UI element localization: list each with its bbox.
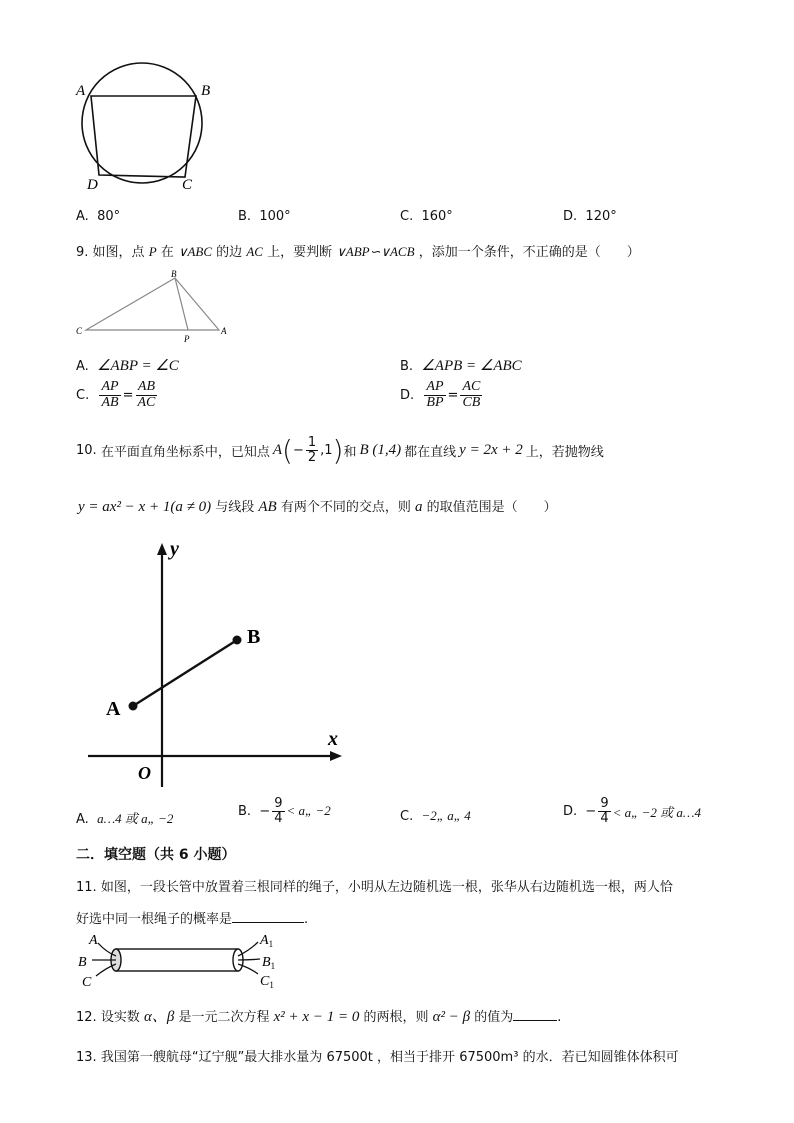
label-b: B: [171, 269, 177, 279]
option-expr: −2„ a„ 4: [421, 808, 471, 823]
option-expr: ∠APB = ∠ABC: [421, 358, 522, 374]
q10-text: 的取值范围是（ ）: [426, 500, 557, 515]
numerator: 1: [307, 435, 317, 451]
fraction: [598, 797, 610, 825]
equals: =: [122, 387, 134, 403]
option-letter: A.: [76, 359, 89, 374]
denominator: AB: [101, 394, 119, 410]
q13-value: 67500m³: [459, 1050, 519, 1065]
label-p: P: [184, 334, 190, 344]
fraction: [99, 380, 120, 410]
q11-line1: [76, 876, 673, 895]
q12-expression: α² − β: [432, 1009, 471, 1025]
q10-var-a: a: [414, 499, 423, 515]
q13-line: [76, 1046, 679, 1065]
minus-sign: −: [585, 803, 597, 819]
q10-option-c[interactable]: [400, 808, 471, 824]
q12-text: 设实数: [100, 1010, 140, 1025]
label-b: B: [247, 626, 261, 648]
q10-text: 都在直线: [404, 445, 457, 460]
q12-text: 的值为: [474, 1010, 514, 1025]
q13-number: 13.: [76, 1050, 97, 1065]
q9-triangle: ∨ABC: [177, 244, 213, 259]
denominator: CB: [462, 394, 481, 410]
q9-number: 9.: [76, 245, 89, 260]
q9-text: 如图，点: [92, 245, 145, 260]
tube-rope-figure: [76, 930, 286, 992]
label-a: A: [76, 83, 86, 99]
label-d: D: [87, 177, 98, 193]
q10-option-d[interactable]: [563, 797, 701, 825]
q9-text: 的边: [216, 245, 243, 260]
q12-text: 的两根，则: [363, 1010, 429, 1025]
option-expr: ∠ABP = ∠C: [97, 358, 179, 374]
q9-option-c[interactable]: [76, 380, 159, 410]
label-b: B: [201, 83, 211, 99]
triangle-abc: [86, 278, 219, 330]
numerator: 9: [274, 796, 283, 811]
q10-parabola: y = ax² − x + 1(a ≠ 0): [78, 499, 212, 515]
option-expr: < a„ −2 或 a…4: [612, 804, 701, 820]
label-o: O: [138, 763, 151, 783]
point-a: [129, 702, 138, 711]
q8-option-c[interactable]: [400, 209, 453, 224]
q11-text: 如图，一段长管中放置着三根同样的绳子，小明从左边随机选一根，张华从右边随机选一根，两人恰: [100, 880, 673, 895]
label-a1: $A_1$: [260, 933, 274, 949]
q12-vars: α、β: [143, 1009, 175, 1025]
option-letter: B.: [238, 803, 252, 819]
q13-text: 的水．若已知圆锥体体积可: [522, 1050, 679, 1065]
paren-open: (: [282, 434, 293, 467]
answer-blank[interactable]: [513, 1008, 557, 1021]
label-a: A: [89, 933, 98, 948]
q9-option-b[interactable]: [400, 356, 522, 375]
q12-equation: x² + x − 1 = 0: [273, 1009, 360, 1025]
q8-option-d[interactable]: [563, 209, 617, 224]
fraction: [424, 380, 445, 410]
minus-sign: −: [292, 443, 304, 458]
option-letter: A.: [76, 209, 89, 224]
q9-text: ，添加一个条件，不正确的是（ ）: [418, 245, 640, 260]
option-letter: C.: [400, 809, 414, 824]
q9-option-a[interactable]: [76, 356, 179, 375]
equals: =: [447, 387, 459, 403]
q12-line: [76, 1005, 561, 1026]
option-letter: D.: [400, 387, 415, 403]
numerator: AB: [137, 379, 155, 394]
numerator: 9: [600, 796, 609, 811]
numerator: AP: [426, 379, 444, 394]
tube-body: [116, 949, 238, 971]
triangle-figure: [74, 268, 234, 346]
label-x: x: [328, 728, 338, 750]
option-letter: C.: [76, 387, 90, 403]
fraction: [306, 436, 318, 464]
q10-option-b[interactable]: [238, 797, 331, 825]
option-letter: D.: [563, 803, 578, 819]
q10-text: 和: [343, 445, 357, 460]
q10-text: 上，若抛物线: [525, 445, 604, 460]
q10-point-a-rest: ,1: [320, 443, 333, 458]
denominator: 4: [600, 810, 609, 826]
numerator: AP: [101, 379, 119, 394]
q11-line2: [76, 908, 308, 927]
coordinate-figure: [80, 535, 355, 790]
q10-stem-line2: [78, 496, 557, 516]
label-a: A: [106, 698, 121, 720]
denominator: 2: [307, 450, 317, 465]
q10-point-b: B (1,4): [359, 442, 402, 458]
paren-close: ): [332, 434, 344, 467]
circle: [82, 63, 202, 183]
q10-stem-line1: [76, 434, 604, 467]
option-letter: B.: [238, 209, 252, 224]
label-a: A: [221, 326, 227, 336]
quadrilateral-abcd: [91, 96, 196, 177]
fraction: [272, 797, 284, 825]
section-title: 二．填空题（共 6 小题）: [76, 847, 236, 863]
fraction: [460, 380, 482, 410]
answer-blank[interactable]: [232, 910, 304, 923]
label-c1: $C_1$: [260, 974, 274, 990]
option-expr: < a„ −2: [286, 803, 331, 819]
segment-ab: [133, 640, 237, 706]
option-text: 120°: [585, 209, 617, 224]
label-c: C: [82, 975, 92, 990]
option-expr: a…4 或 a„ −2: [97, 811, 174, 826]
q9-option-d[interactable]: [400, 380, 484, 410]
label-b: B: [78, 955, 87, 970]
option-text: 100°: [259, 209, 291, 224]
numerator: AC: [462, 379, 481, 394]
q13-text: ，相当于排开: [377, 1050, 456, 1065]
q9-point-p: P: [148, 244, 157, 259]
q10-text: 在平面直角坐标系中，已知点: [100, 445, 270, 460]
option-letter: C.: [400, 209, 414, 224]
q11-number: 11.: [76, 880, 97, 895]
q8-option-b[interactable]: [238, 209, 291, 224]
q9-text: 上，要判断: [267, 245, 333, 260]
label-c: C: [76, 326, 83, 336]
q13-value: 67500t: [326, 1050, 373, 1065]
q10-option-a[interactable]: [76, 808, 173, 827]
circle-quadrilateral-figure: [70, 58, 220, 198]
q12-end: .: [557, 1010, 562, 1025]
x-axis-arrow: [330, 751, 342, 761]
q11-text: 好选中同一根绳子的概率是: [76, 912, 233, 927]
label-b1: $B_1$: [262, 955, 276, 971]
label-y: y: [170, 538, 179, 560]
q10-segment-ab: AB: [258, 499, 277, 515]
q10-point-a: A: [272, 442, 283, 458]
option-letter: A.: [76, 812, 89, 827]
point-b: [233, 636, 242, 645]
option-text: 80°: [97, 209, 121, 224]
option-letter: B.: [400, 359, 414, 374]
q9-similarity: ∨ABP∽∨ACB: [336, 244, 415, 259]
denominator: BP: [426, 394, 444, 410]
q9-stem: [76, 241, 640, 260]
q13-text: 我国第一艘航母“辽宁舰”最大排水量为: [100, 1050, 323, 1065]
q10-number: 10.: [76, 443, 97, 458]
q9-side-ac: AC: [246, 244, 263, 259]
q11-end: .: [304, 912, 309, 927]
denominator: AC: [137, 394, 156, 410]
q8-option-a[interactable]: [76, 209, 120, 224]
q10-text: 有两个不同的交点，则: [280, 500, 411, 515]
q10-line-eq: y = 2x + 2: [459, 442, 523, 458]
q12-number: 12.: [76, 1010, 97, 1025]
denominator: 4: [274, 810, 283, 826]
q10-text: 与线段: [215, 500, 255, 515]
q12-text: 是一元二次方程: [178, 1010, 270, 1025]
minus-sign: −: [259, 803, 271, 819]
label-c: C: [182, 177, 193, 193]
fraction: [136, 380, 158, 410]
option-letter: D.: [563, 209, 578, 224]
q9-text: 在: [160, 245, 174, 260]
y-axis-arrow: [157, 543, 167, 555]
option-text: 160°: [421, 209, 453, 224]
